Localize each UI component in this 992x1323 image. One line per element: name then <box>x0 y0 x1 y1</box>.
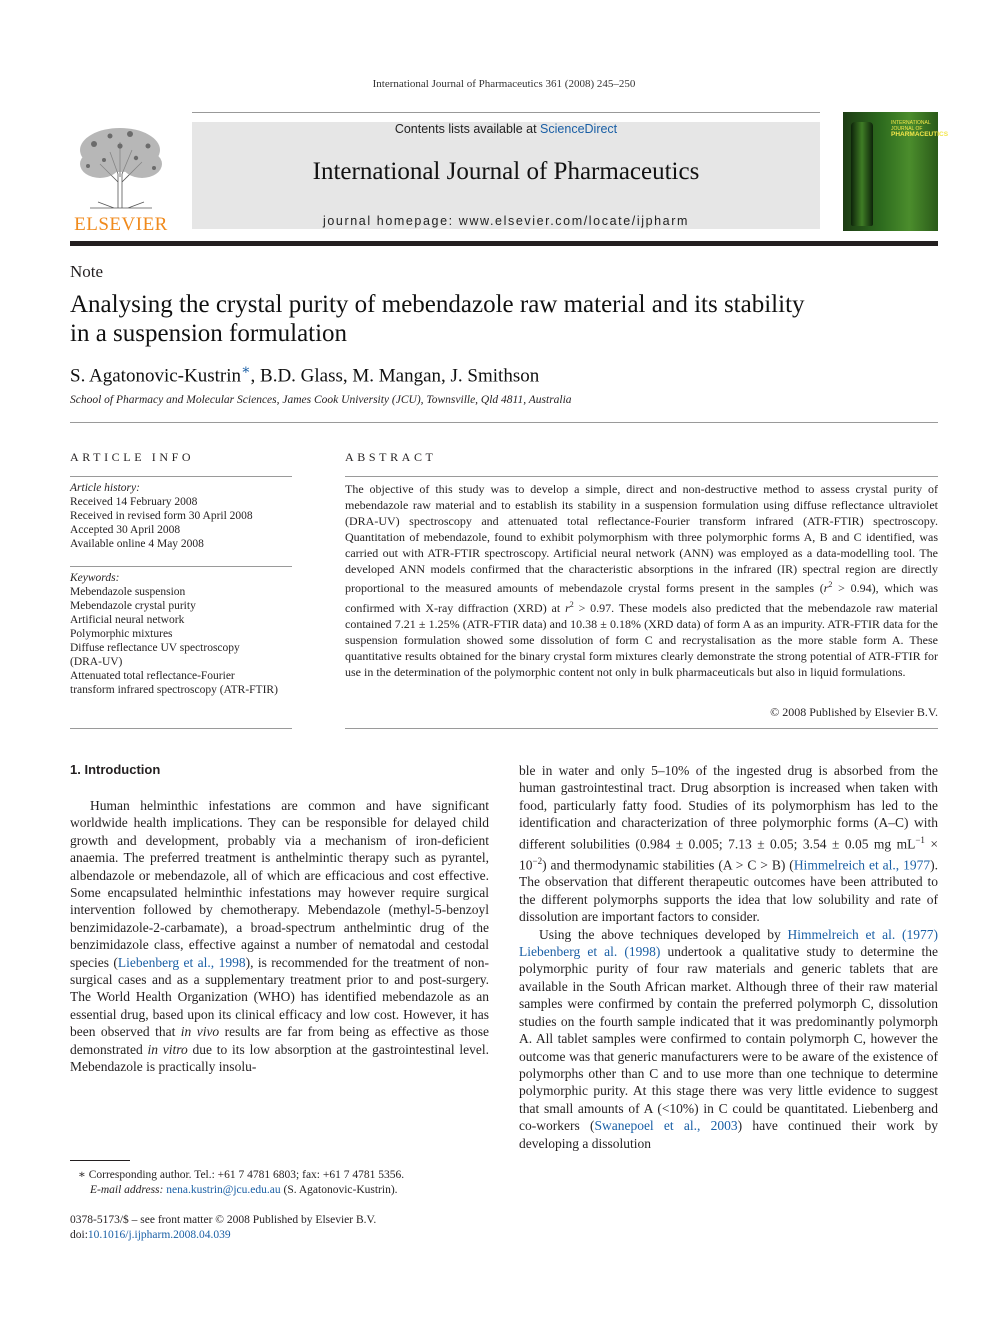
history-item: Accepted 30 April 2008 <box>70 524 181 536</box>
footnote-star: ∗ <box>78 1169 86 1181</box>
elsevier-tree-icon <box>70 122 172 234</box>
keyword-item: (DRA-UV) <box>70 656 123 668</box>
footnote-rule <box>70 1160 130 1161</box>
citation-link[interactable]: Himmelreich et al., 1977 <box>793 857 931 873</box>
keyword-item: Diffuse reflectance UV spectroscopy <box>70 642 240 654</box>
history-item: Received in revised form 30 April 2008 <box>70 510 253 522</box>
divider <box>70 422 938 423</box>
citation-link[interactable]: Himmelreich et al. (1977) <box>787 926 938 942</box>
article-title <box>70 290 900 348</box>
title-line-2: in a suspension formulation <box>70 320 348 347</box>
email-link[interactable]: nena.kustrin@jcu.edu.au <box>166 1184 281 1196</box>
corresponding-author-marker[interactable]: ∗ <box>241 363 251 378</box>
keyword-item: transform infrared spectroscopy (ATR-FTIR) <box>70 684 278 696</box>
citation-link[interactable]: Swanepoel et al., 2003 <box>594 1118 738 1134</box>
article-type: Note <box>70 262 104 281</box>
history-label: Article history: <box>70 482 140 494</box>
abstract-heading: ABSTRACT <box>345 450 437 464</box>
elsevier-wordmark: ELSEVIER <box>74 214 168 234</box>
cover-title <box>891 120 949 138</box>
email-label: E-mail address: <box>90 1184 164 1196</box>
keyword-item: Mebendazole suspension <box>70 586 186 598</box>
keyword-item: Artificial neural network <box>70 614 185 626</box>
history-item: Available online 4 May 2008 <box>70 538 204 550</box>
divider <box>70 728 292 729</box>
intro-right-column: ble in water and only 5–10% of the ingested drug is absorbed from the human gastrointestinal tract. Drug absorption is increased when taken with food, particularly fatty food. Studies of its polymorphism has led to the identification and characterization of three polymorphic forms (A–C) with different solubilities (0.984 ± 0.005; 7.13 ± 0.05; 3.54 ± 0.05 mg $mL^{-1} \times 10^{-2}$) and thermodynamic stabilities (A > C > B) (Himmelreich et al., 1977). The observation that different therapeutic outcomes have been attributed to the different polymorphs supports the idea that low solubility and rate of dissolution are important factors to consider. Using the above techniques developed by Himmelreich et al. (1977) Liebenberg et al. (1998) undertook a qualitative study to determine the polymorphic purity of four raw materials and generic tablets that are available in the South African market. Although three of their raw material samples were confirmed by contain the preferred polymorph C, dissolution studies on the fourth sample indicated that it was predominantly polymorph A. All tablet samples were confirmed to contain polymorph C, however the outcome was that generic manufacturers were to be aware of the existence of polymorphs other than C and to use more than one technique to determine polymorphic purity. At this stage there was very little evidence to suggest that small amounts of A (<10%) in C could be quantitated. Liebenberg and co-workers (Swanepoel et al., 2003) have continued their work by developing a dissolution <box>519 763 938 1151</box>
journal-cover-image <box>843 112 949 231</box>
article-info-heading: ARTICLE INFO <box>70 450 195 464</box>
abstract-copyright: © 2008 Published by Elsevier B.V. <box>770 705 938 719</box>
doi-link[interactable]: 10.1016/j.ijpharm.2008.04.039 <box>87 1229 231 1241</box>
citation-link[interactable]: Liebenberg et al. (1998) <box>519 944 661 960</box>
history-item: Received 14 February 2008 <box>70 496 198 508</box>
footnote-corresponding: ∗ Corresponding author. Tel.: +61 7 4781 6803; fax: +61 7 4781 5356. E-mail address: nena.kustrin@jcu.edu.au (S. Agatonovic-Kustrin). <box>78 1169 405 1196</box>
keywords <box>70 571 300 697</box>
contents-line <box>192 122 820 136</box>
author-list <box>70 362 539 387</box>
divider <box>345 728 938 729</box>
cover-bottle-graphic <box>851 122 873 226</box>
sciencedirect-link[interactable]: ScienceDirect <box>540 122 618 136</box>
contents-prefix: Contents lists available at <box>394 122 541 136</box>
intro-left-column: Human helminthic infestations are common and have significant worldwide health implications. They can be responsible for delayed child growth and development, probably via a mechanism of iron-deficient anaemia. The preferred treatment is anthelmintic therapy such as pyrantel, albendazole or mebendazole, all of which are efficacious and cost effective. Some encapsulated helminthic infestations may however require surgical intervention followed by chemotherapy. Mebendazole (methyl-5-benzoyl benzimidazole-2-carbamate), a broad-spectrum anthelmintic drug of the benzimidazole class, effective against a number of nematodal and cestodal species (Liebenberg et al., 1998), is recommended for the treatment of non-surgical cases and as a supplementary treatment prior to and post-surgery. The World Health Organization (WHO) has identified mebendazole as an essential drug, based upon its clinical efficacy and low cost. However, it has been observed that in vivo results are far from being as effective as those demonstrated in vitro due to its low absorption at the gastrointestinal level. Mebendazole is practically insolu- <box>70 798 489 1075</box>
keyword-item: Polymorphic mixtures <box>70 628 173 640</box>
cover-title-line1: INTERNATIONAL JOURNAL OF <box>891 120 931 132</box>
article-history <box>70 481 300 551</box>
abstract-body: The objective of this study was to develop a simple, direct and non-destructive method to assess crystal purity of mebendazole raw material and to establish its stability in a suspension formulation using diffuse reflectance ultraviolet (DRA-UV) spectroscopy and attenuated total reflectance-Fourier transform infrared (ATR-FTIR) spectroscopy. Quantitation of mebendazole, found to exhibit polymorphism with three polymorphic forms A, B and C identified, was carried out with ATR-FTIR spectroscopy. Artificial neural network (ANN) was employed as a data-modelling tool. The developed ANN models confirmed that the characteristic absorptions in the infrared (IR) spectral region are directly proportional to the measured amounts of mebendazole crystal forms present in the samples $(r^2 > 0.94)$, which was confirmed with X-ray diffraction (XRD) at $r^2 > 0.97$. These models also predicted that the mebendazole raw material contained 7.21 ± 1.25% (ATR-FTIR data) and 10.38 ± 0.18% (XRD data) of form A as an impurity. ATR-FTIR data for the suspension formulation showed some dissolution of form C and recrystalisation as the more stable form A. These quantitative results obtained for the binary crystal form mixtures clearly demonstrate the strong potential of ATR-FTIR for use in the determination of the polymorphic content not only in bulk pharmaceuticals but also in liquid formulations. <box>345 482 939 679</box>
section-heading-introduction: 1. Introduction <box>70 762 161 777</box>
divider <box>345 476 938 477</box>
journal-homepage[interactable]: journal homepage: www.elsevier.com/locate/ijpharm <box>322 214 690 228</box>
author-first[interactable]: S. Agatonovic-Kustrin <box>70 365 241 387</box>
citation-link[interactable]: Liebenberg et al., 1998 <box>117 954 246 970</box>
cover-title-line2: PHARMACEUTICS <box>891 131 949 138</box>
footer-issn: 0378-5173/$ – see front matter © 2008 Published by Elsevier B.V. doi:10.1016/j.ijpharm.2008.04.039 <box>70 1214 377 1241</box>
affiliation: School of Pharmacy and Molecular Sciences, James Cook University (JCU), Townsville, Qld 4811, Australia <box>70 394 572 406</box>
keyword-item: Attenuated total reflectance-Fourier <box>70 670 235 682</box>
keywords-label: Keywords: <box>70 572 120 584</box>
author-rest[interactable]: , B.D. Glass, M. Mangan, J. Smithson <box>250 365 540 387</box>
elsevier-logo <box>70 122 172 234</box>
divider <box>70 476 292 477</box>
header-heavy-rule <box>70 241 938 246</box>
divider <box>70 566 292 567</box>
keyword-item: Mebendazole crystal purity <box>70 600 196 612</box>
journal-reference: International Journal of Pharmaceutics 361 (2008) 245–250 <box>372 78 636 90</box>
title-line-1: Analysing the crystal purity of mebendazole raw material and its stability <box>70 291 805 318</box>
journal-title: International Journal of Pharmaceutics <box>312 158 700 185</box>
header-rule <box>192 112 820 113</box>
